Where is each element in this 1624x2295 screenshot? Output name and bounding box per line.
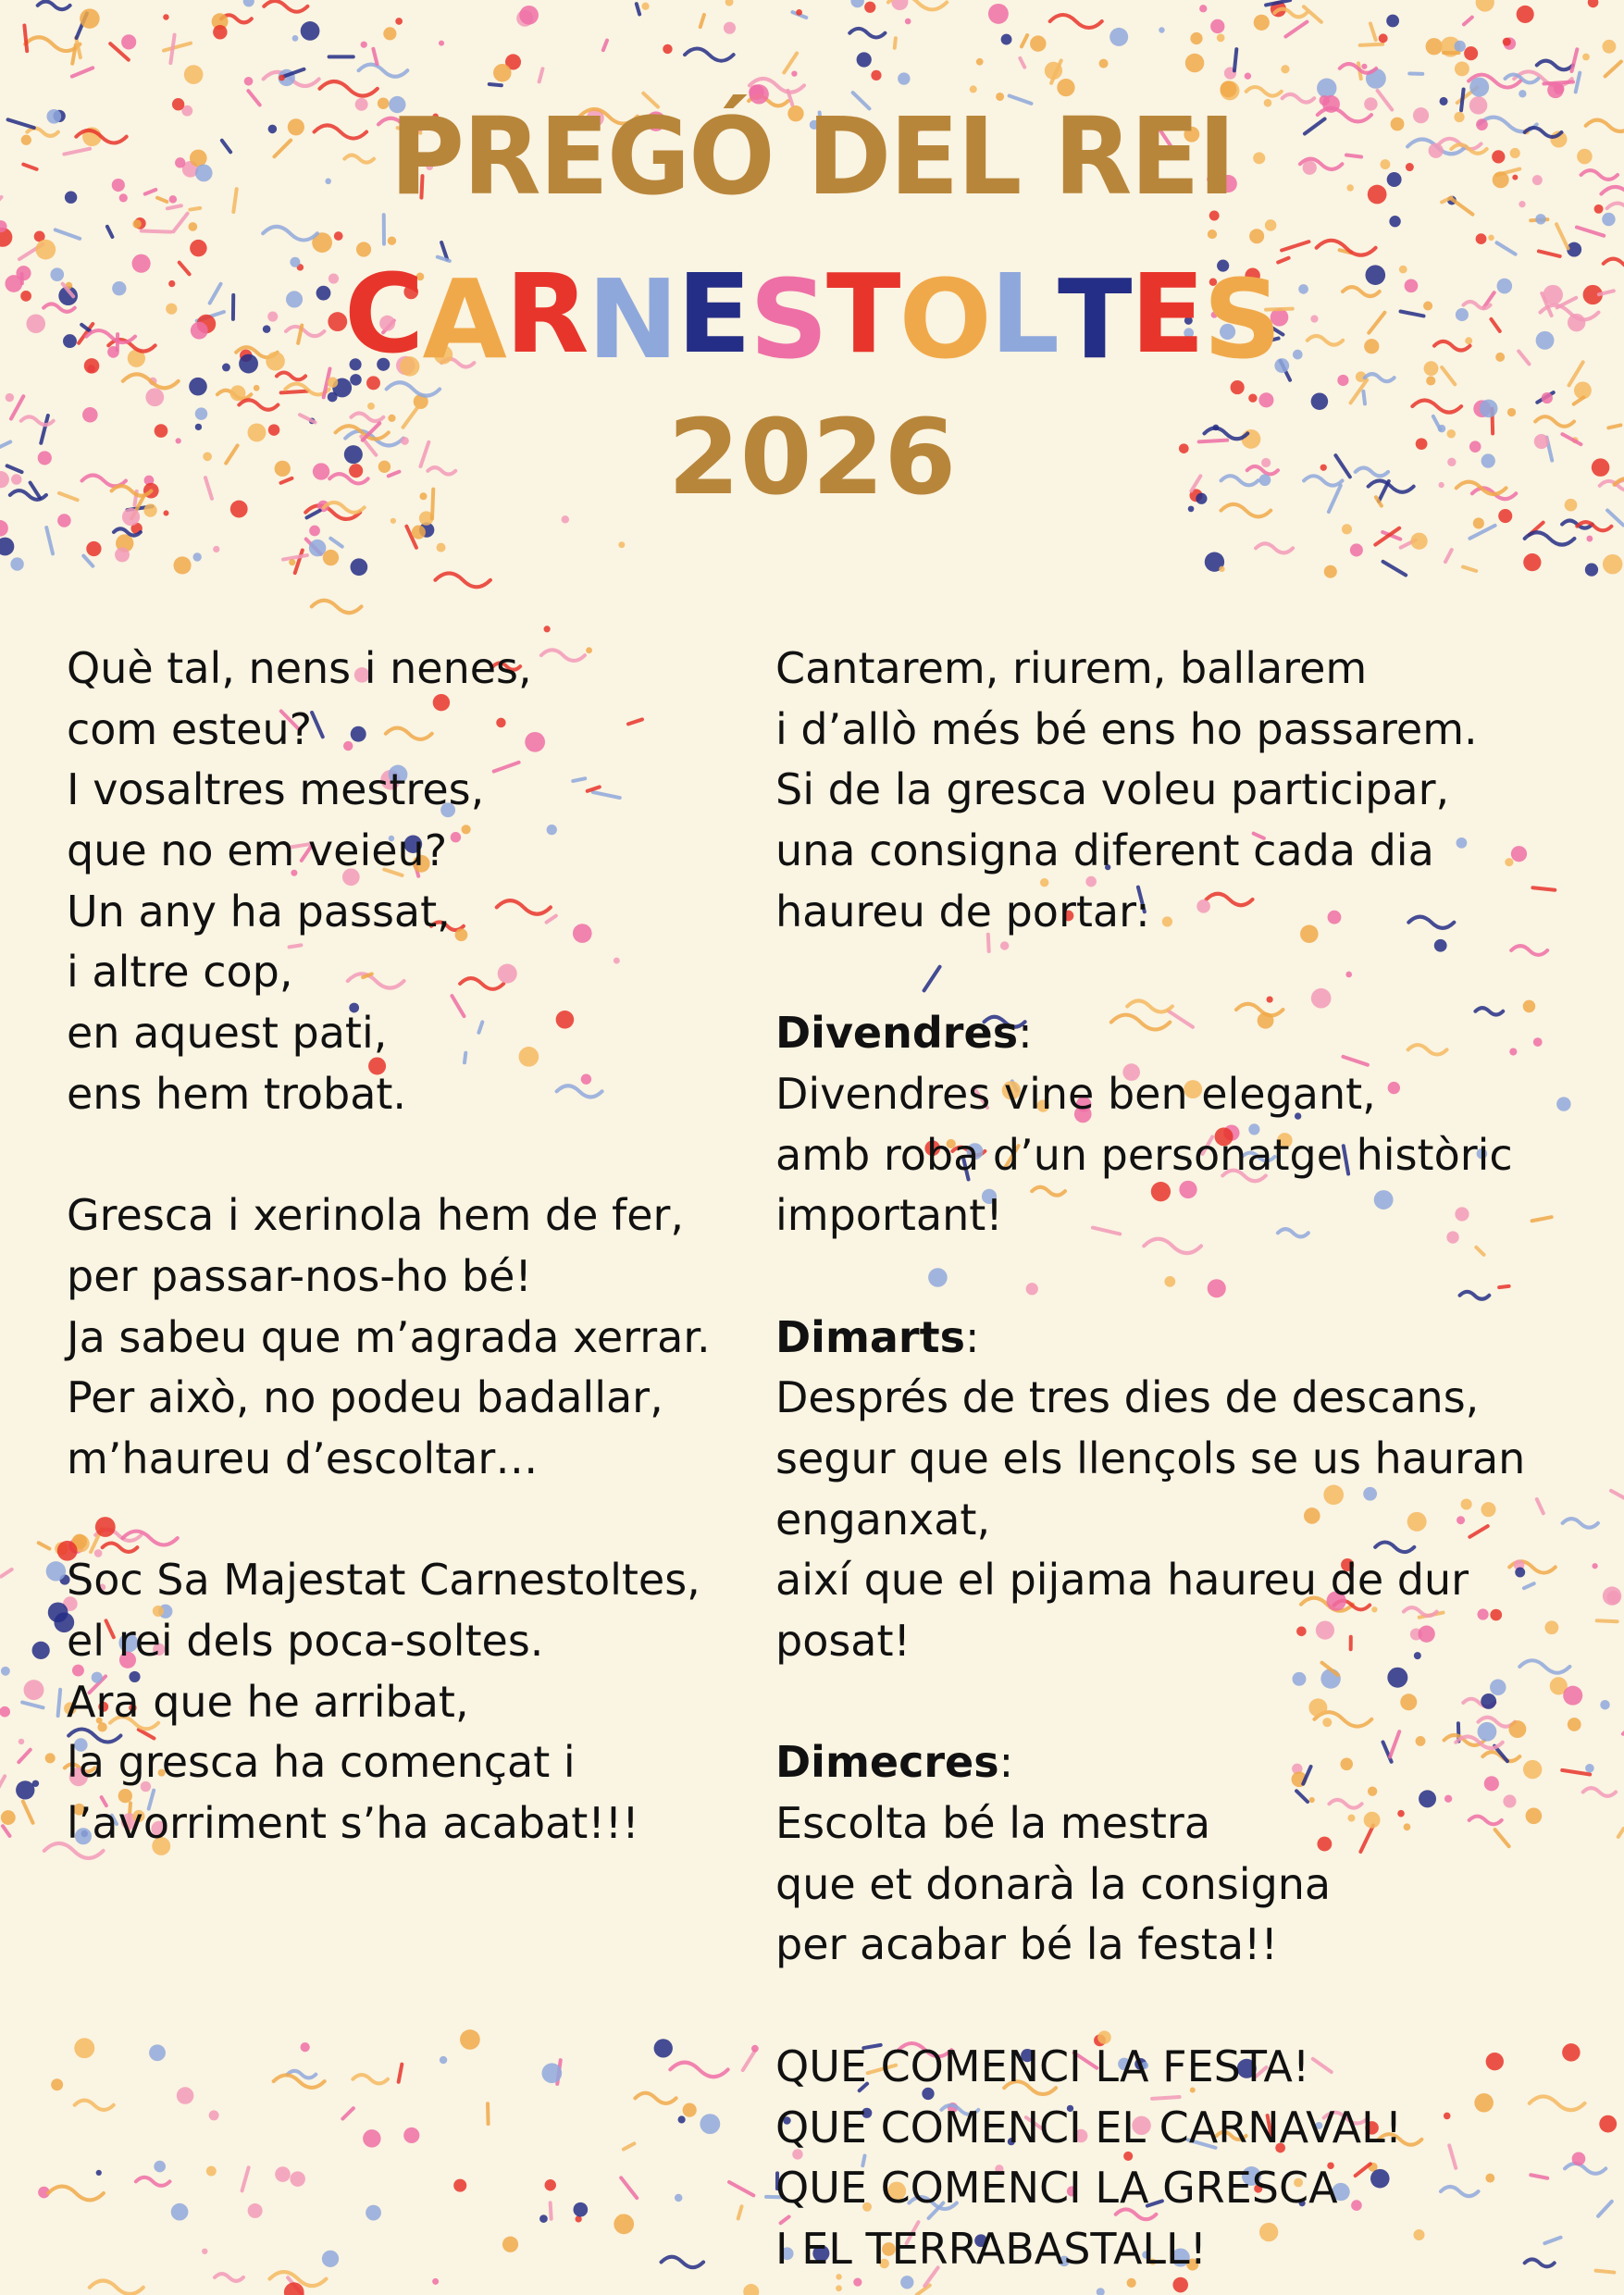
poem-line: QUE COMENCI LA FESTA! [775, 2041, 1310, 2091]
poem-line: i altre cop, [67, 947, 293, 998]
poem-line [775, 1976, 1497, 2037]
poem-line: Ja sabeu que m’agrada xerrar. [67, 1311, 711, 1362]
poem-line: la gresca ha començat i [67, 1737, 576, 1788]
poem-line: haureu de portar: [775, 886, 1150, 937]
poem-line: amb roba d’un personatge històric [775, 1129, 1513, 1180]
poem-line: Divendres vine ben elegant, [775, 1068, 1376, 1119]
poem-line [775, 942, 1497, 1003]
poem-line: m’haureu d’escoltar… [67, 1433, 539, 1483]
poem-line: important! [775, 1190, 1003, 1241]
poem-line: I vosaltres mestres, [67, 764, 485, 815]
poem-line: Gresca i xerinola hem de fer, [67, 1190, 685, 1241]
poem-line: per acabar bé la festa!! [775, 1919, 1278, 1970]
poem-line: segur que els llençols se us hauran [775, 1433, 1526, 1483]
poem-line: el rei dels poca-soltes. [67, 1616, 544, 1666]
title-letter: S [750, 255, 827, 383]
poem-line: que et donarà la consigna [775, 1858, 1332, 1909]
poem-line: per passar-nos-ho bé! [67, 1250, 532, 1301]
poem-line: l’avorriment s’ha acabat!!! [67, 1798, 639, 1849]
title-letter: E [676, 250, 750, 378]
poem-line [67, 1125, 788, 1186]
poem-line: Soc Sa Majestat Carnestoltes, [67, 1555, 700, 1606]
poem-line: que no em veieu? [67, 825, 448, 876]
poem-line [67, 1490, 788, 1551]
poem-line: Divendres: [775, 1008, 1033, 1059]
poem-line: així que el pijama haureu de dur [775, 1555, 1469, 1606]
poem-line: Un any ha passat, [67, 886, 451, 937]
poem-line: en aquest pati, [67, 1008, 388, 1059]
title-letter: L [989, 250, 1059, 378]
title-letter: T [1058, 255, 1131, 383]
title-letter: R [504, 250, 588, 378]
poem-line: enganxat, [775, 1494, 991, 1544]
poem-line [775, 1672, 1497, 1733]
poem-line: i d’allò més bé ens ho passarem. [775, 703, 1478, 754]
poem-line: Dimecres: [775, 1737, 1014, 1788]
poem-line: una consigna diferent cada dia [775, 825, 1434, 876]
poem-line: Dimarts: [775, 1311, 980, 1362]
title-letter: S [1203, 255, 1281, 383]
poem-column-left [67, 639, 788, 1855]
title-letter: T [826, 250, 899, 378]
poem-line: QUE COMENCI LA GRESCA [775, 2163, 1338, 2214]
title-letter: E [1130, 250, 1204, 378]
poem-line: posat! [775, 1616, 911, 1666]
title-letter: C [343, 250, 423, 378]
poem-line [775, 1247, 1497, 1308]
poem-line: Cantarem, riurem, ballarem [775, 643, 1368, 693]
poem-line: Ara que he arribat, [67, 1676, 469, 1727]
title-line-1: PREGÓ DEL REI [390, 93, 1234, 219]
poem-line: ens hem trobat. [67, 1068, 407, 1119]
poem-line: Per això, no podeu badallar, [67, 1372, 663, 1423]
title-letter: A [422, 255, 505, 383]
title-year: 2026 [667, 398, 957, 518]
poem-line: Si de la gresca voleu participar, [775, 764, 1450, 815]
poem-line: Què tal, nens i nenes, [67, 643, 532, 693]
poem-line: I EL TERRABASTALL! [775, 2223, 1208, 2274]
poem-line: com esteu? [67, 703, 313, 754]
poem-line: Després de tres dies de descans, [775, 1372, 1480, 1423]
title-carnestoltes [0, 250, 1624, 383]
title-letter: N [587, 255, 677, 383]
poem-column-right [775, 639, 1526, 2280]
poem-line: QUE COMENCI EL CARNAVAL! [775, 2102, 1403, 2152]
title-letter: O [899, 255, 990, 383]
poem-line: Escolta bé la mestra [775, 1798, 1211, 1849]
